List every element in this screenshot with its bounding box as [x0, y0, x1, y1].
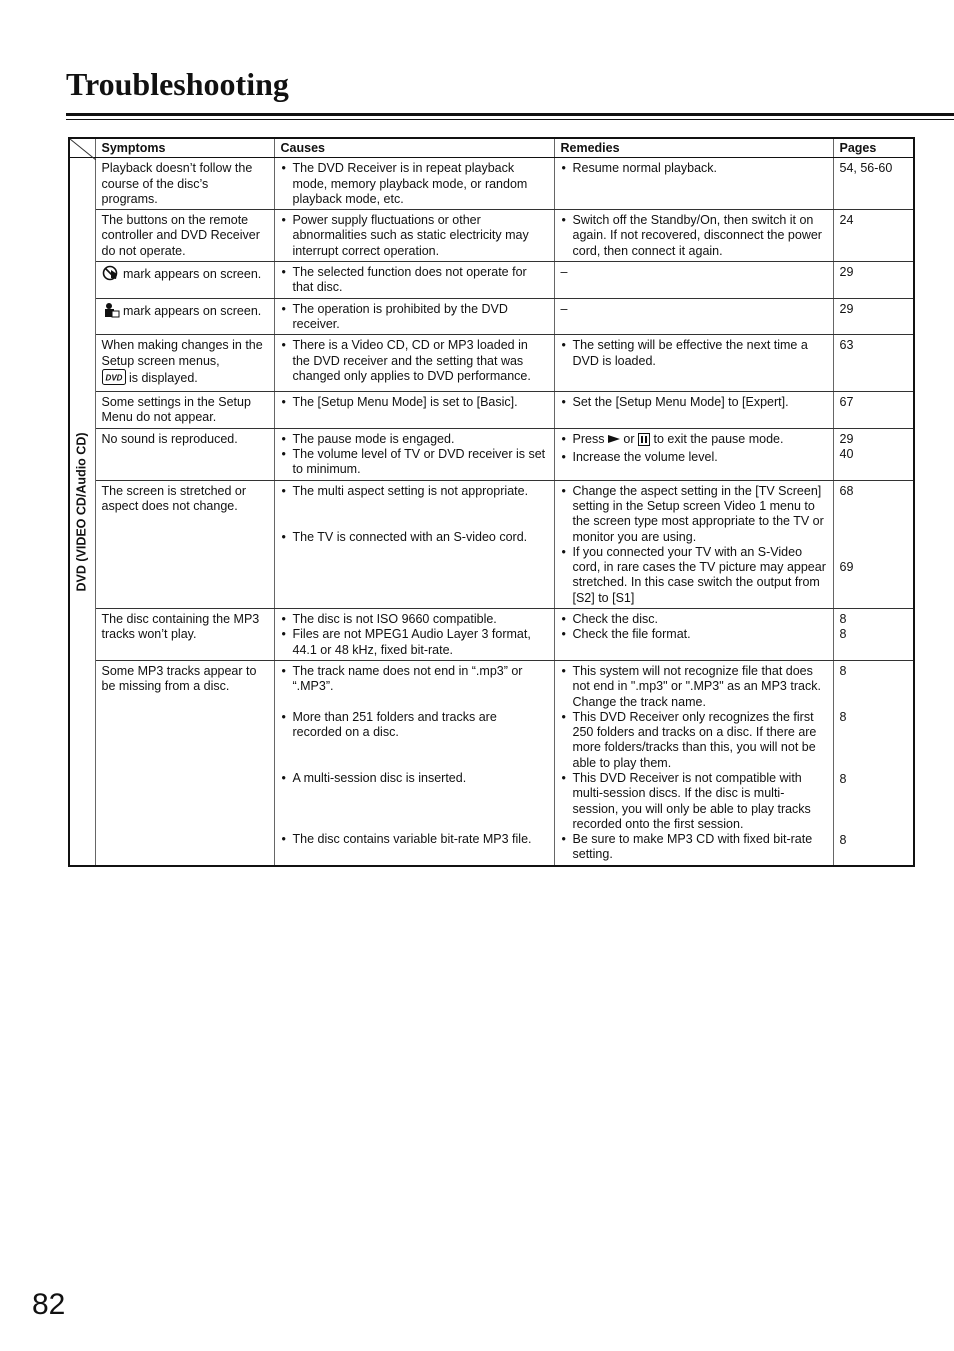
causes-cell: [274, 335, 554, 392]
symptom-cell: Some settings in the Setup Menu do not appear.: [95, 392, 274, 429]
category-side-cell: [69, 158, 95, 866]
page-ref: 8: [839, 771, 847, 786]
corner-cell: [69, 138, 95, 158]
causes-cell: [274, 262, 554, 299]
page-ref: 8: [839, 710, 847, 725]
page-ref: 8: [839, 627, 847, 642]
cause-item: • The DVD Receiver is in repeat playback mode, memory playback mode, or random playback mode, etc.: [281, 161, 548, 207]
remedy-item: • Check the disc.: [561, 612, 827, 627]
pages-cell: [833, 609, 914, 661]
cause-item: • The pause mode is engaged.: [281, 432, 548, 447]
cause-item: • There is a Video CD, CD or MP3 loaded in the DVD receiver and the setting that was changed only applies to DVD performance.: [281, 338, 548, 384]
cause-item: • The disc is not ISO 9660 compatible.: [281, 612, 548, 627]
causes-cell: [274, 480, 554, 608]
pages-cell: [833, 480, 914, 608]
remedies-cell: [554, 480, 833, 608]
remedy-item: • If you connected your TV with an S-Video cord, in rare cases the TV picture may appear stretched. In this case switch the output from [S2] to [S1]: [561, 545, 827, 606]
title-rule-thin: [66, 119, 954, 120]
cause-item: • The TV is connected with an S-video cord.: [281, 530, 548, 545]
remedies-cell: [554, 335, 833, 392]
table-row: [69, 262, 914, 299]
table-row: [69, 298, 914, 335]
table-row: [69, 480, 914, 608]
remedy-item: • This system will not recognize file that does not end in ".mp3" or ".MP3" as an MP3 track. Change the track name.: [561, 664, 827, 710]
page-ref: 8: [839, 832, 847, 847]
causes-cell: [274, 609, 554, 661]
symptom-cell: Some MP3 tracks appear to be missing from a disc.: [95, 660, 274, 865]
header-causes: Causes: [274, 138, 554, 158]
symptom-cell: The disc containing the MP3 tracks won’t play.: [95, 609, 274, 661]
causes-cell: [274, 298, 554, 335]
page-ref: 68: [839, 483, 854, 498]
page-ref: 24: [839, 213, 854, 228]
cause-item: • The selected function does not operate for that disc.: [281, 265, 548, 296]
pages-cell: [833, 392, 914, 429]
pause-step-icon: [638, 433, 650, 450]
remedy-item: • Set the [Setup Menu Mode] to [Expert].: [561, 395, 827, 410]
table-row: [69, 428, 914, 480]
remedies-cell: –: [554, 298, 833, 335]
remedy-item: • Be sure to make MP3 CD with fixed bit-rate setting.: [561, 832, 827, 863]
cause-item: • The track name does not end in “.mp3” or “.MP3”.: [281, 664, 548, 695]
remedies-cell: [554, 392, 833, 429]
header-symptoms: Symptoms: [95, 138, 274, 158]
remedy-item: • This DVD Receiver only recognizes the first 250 folders and tracks on a disc. If there are more folders/tracks than this, you will not be able to play them.: [561, 710, 827, 771]
page-ref: 29: [839, 265, 854, 280]
pages-cell: [833, 262, 914, 299]
table-row: [69, 609, 914, 661]
page-ref: 8: [839, 663, 847, 678]
cause-item: • Power supply fluctuations or other abnormalities such as static electricity may interrupt correct operation.: [281, 213, 548, 259]
pages-cell: [833, 158, 914, 210]
category-label: DVD (VIDEO CD/Audio CD): [74, 432, 89, 592]
remedy-item: • Increase the volume level.: [561, 450, 827, 465]
symptom-cell: Playback doesn’t follow the course of the disc’s programs.: [95, 158, 274, 210]
svg-text:DVD: DVD: [105, 373, 122, 383]
cause-item: • A multi-session disc is inserted.: [281, 771, 548, 786]
pages-cell: [833, 660, 914, 865]
table-row: [69, 660, 914, 865]
remedies-cell: [554, 158, 833, 210]
symptom-cell: The screen is stretched or aspect does not change.: [95, 480, 274, 608]
causes-cell: [274, 660, 554, 865]
remedies-cell: –: [554, 262, 833, 299]
page-title: Troubleshooting: [66, 66, 289, 102]
page-ref: 63: [839, 338, 854, 353]
table-row: [69, 158, 914, 210]
pages-cell: [833, 428, 914, 480]
cause-item: • The disc contains variable bit-rate MP3 file.: [281, 832, 548, 847]
title-rule-thick: [66, 113, 954, 116]
symptom-text: When making changes in the Setup screen menus,: [101, 338, 263, 368]
page-ref: 67: [839, 395, 854, 410]
page-number: 82: [32, 1288, 66, 1321]
table-row: [69, 392, 914, 429]
remedy-item: • Check the file format.: [561, 627, 827, 642]
remedies-cell: [554, 428, 833, 480]
remedy-item: • Switch off the Standby/On, then switch it on again. If not recovered, disconnect the power cord, then connect it again.: [561, 213, 827, 259]
cause-item: • The operation is prohibited by the DVD receiver.: [281, 302, 548, 333]
page-ref: 29: [839, 431, 854, 446]
troubleshooting-table: [68, 137, 915, 867]
causes-cell: [274, 428, 554, 480]
pages-cell: [833, 210, 914, 262]
remedy-item: • Resume normal playback.: [561, 161, 827, 176]
remedy-item: • The setting will be effective the next time a DVD is loaded.: [561, 338, 827, 369]
cause-item: • More than 251 folders and tracks are recorded on a disc.: [281, 710, 548, 741]
page-ref: 8: [839, 612, 847, 627]
symptom-text: mark appears on screen.: [122, 267, 262, 282]
page-ref: 40: [839, 447, 854, 462]
causes-cell: [274, 158, 554, 210]
table-header-row: [69, 138, 914, 158]
symptom-text: is displayed.: [128, 370, 198, 385]
page-ref: 54, 56-60: [839, 161, 893, 176]
cause-item: • The volume level of TV or DVD receiver is set to minimum.: [281, 447, 548, 478]
header-pages: Pages: [833, 138, 914, 158]
remedy-text: to exit the pause mode.: [653, 431, 784, 446]
remedy-item: • This DVD Receiver is not compatible with multi-session discs. If the disc is multi-session, you will only be able to play tracks recorded onto the first session.: [561, 771, 827, 832]
remedies-cell: [554, 660, 833, 865]
symptom-cell: [95, 335, 274, 392]
remedy-item: [561, 432, 827, 450]
symptom-cell: [95, 298, 274, 335]
causes-cell: [274, 210, 554, 262]
dvd-logo-icon: [102, 369, 126, 389]
remedy-item: • Change the aspect setting in the [TV Screen] setting in the Setup screen Video 1 menu to the screen type most appropriate to the TV or monitor you are using.: [561, 484, 827, 545]
remedy-text: or: [623, 431, 635, 446]
table-row: [69, 335, 914, 392]
pages-cell: [833, 335, 914, 392]
remedy-text: Press: [572, 431, 605, 446]
symptom-text: mark appears on screen.: [122, 303, 262, 318]
prohibited-person-icon: [102, 302, 120, 322]
pages-cell: [833, 298, 914, 335]
remedies-cell: [554, 210, 833, 262]
prohibited-hand-icon: [102, 265, 120, 285]
page-ref: 29: [839, 301, 854, 316]
symptom-cell: [95, 262, 274, 299]
cause-item: • The [Setup Menu Mode] is set to [Basic].: [281, 395, 548, 410]
remedies-cell: [554, 609, 833, 661]
cause-item: • The multi aspect setting is not appropriate.: [281, 484, 548, 499]
symptom-cell: The buttons on the remote controller and DVD Receiver do not operate.: [95, 210, 274, 262]
play-icon: [608, 435, 620, 443]
cause-item: • Files are not MPEG1 Audio Layer 3 format, 44.1 or 48 kHz, fixed bit-rate.: [281, 627, 548, 658]
table-row: [69, 210, 914, 262]
header-remedies: Remedies: [554, 138, 833, 158]
causes-cell: [274, 392, 554, 429]
symptom-cell: No sound is reproduced.: [95, 428, 274, 480]
page-ref: 69: [839, 559, 854, 574]
